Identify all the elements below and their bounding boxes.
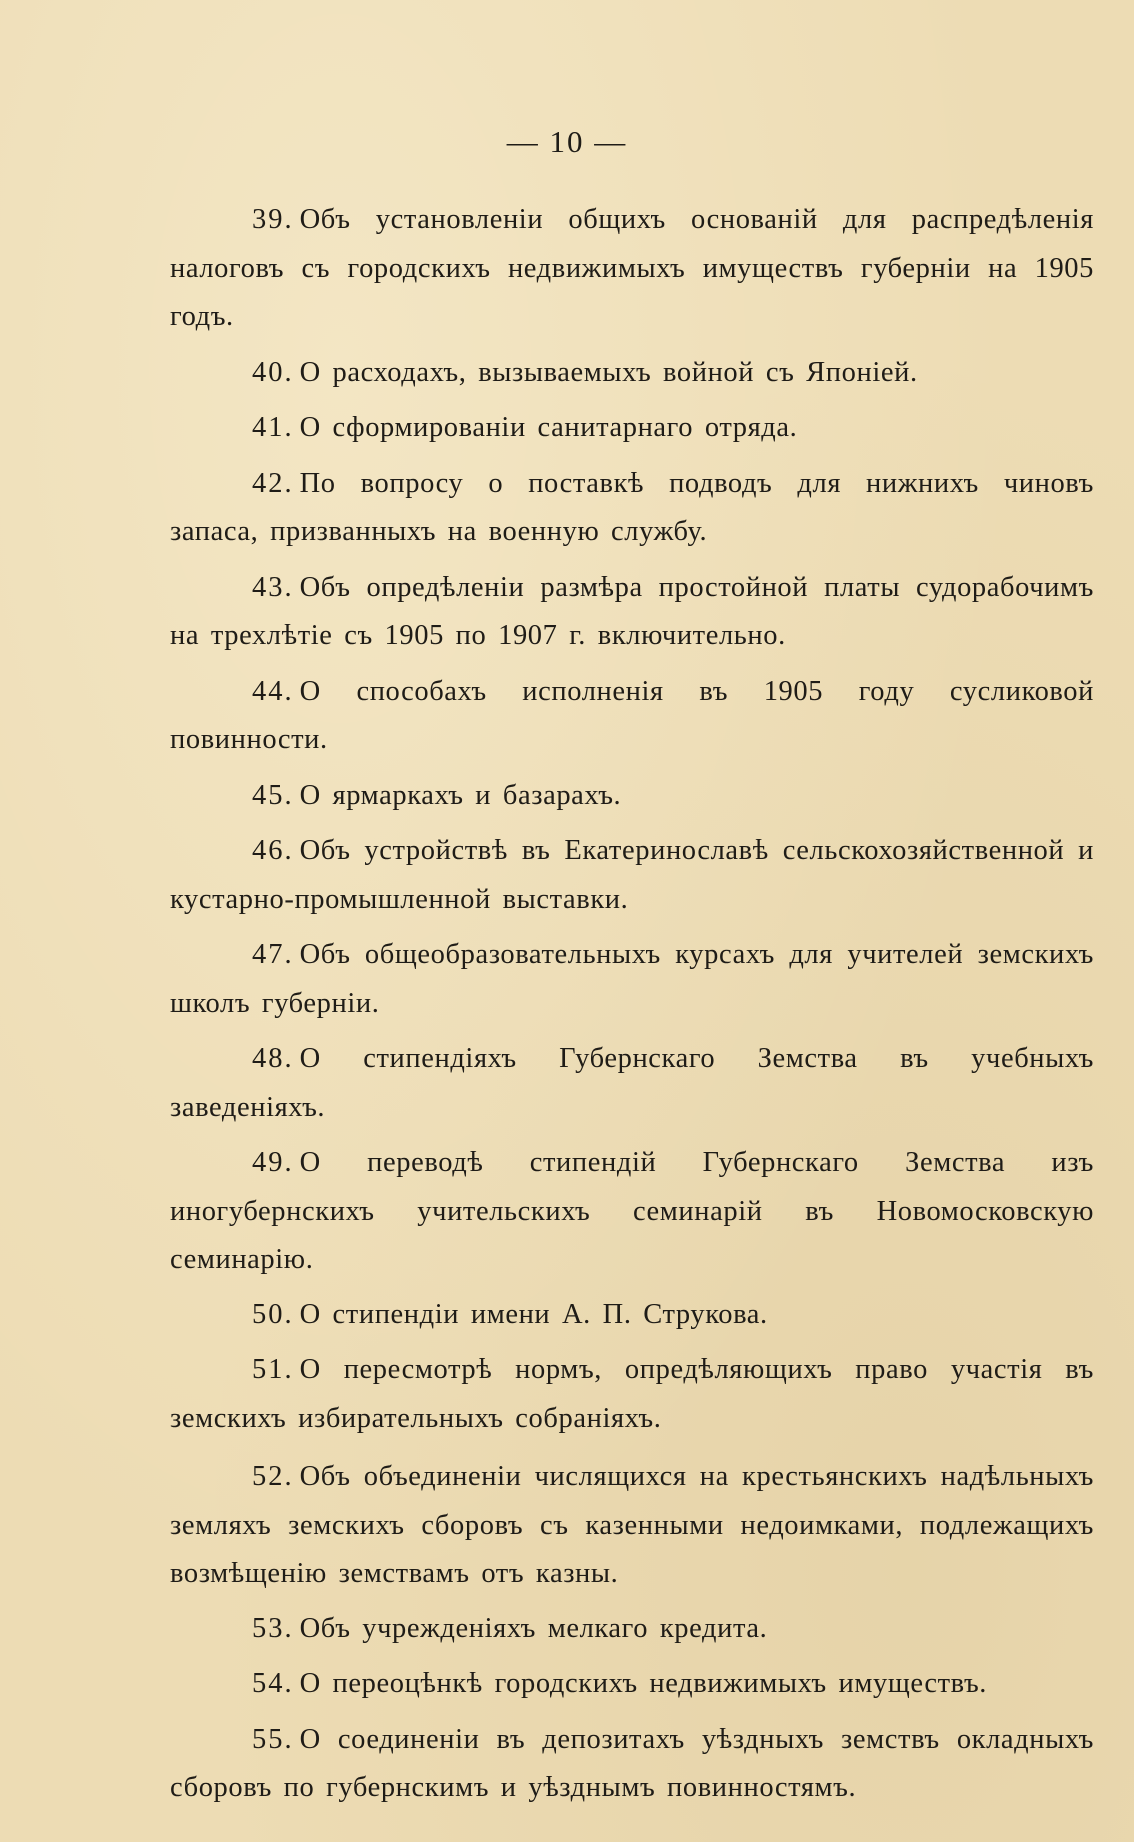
list-item xyxy=(170,1346,1094,1443)
item-number: 42. xyxy=(252,467,294,499)
list-item xyxy=(170,460,1094,557)
item-text: Объ устройствѣ въ Екатеринославѣ сельскохозяйственной и кустарно-промышленной выставки. xyxy=(170,835,1094,915)
item-number: 40. xyxy=(252,356,294,388)
list-item xyxy=(170,1139,1094,1285)
list-item xyxy=(170,668,1094,765)
item-text: О ярмаркахъ и базарахъ. xyxy=(299,779,622,811)
item-number: 39. xyxy=(252,204,294,235)
list-item xyxy=(170,349,1094,398)
item-text: О способахъ исполненія въ 1905 году сусликовой повинности. xyxy=(170,675,1094,755)
item-text: О расходахъ, вызываемыхъ войной съ Японіей. xyxy=(299,356,918,388)
item-number: 49. xyxy=(252,1147,294,1178)
item-number: 53. xyxy=(252,1612,294,1644)
item-number: 54. xyxy=(252,1668,294,1699)
item-number: 43. xyxy=(252,571,294,603)
list-item xyxy=(170,827,1094,924)
list-item xyxy=(170,1605,1094,1654)
item-number: 44. xyxy=(252,675,294,707)
item-text: Объ общеобразовательныхъ курсахъ для учителей земскихъ школъ губерніи. xyxy=(170,939,1094,1019)
item-text: О соединеніи въ депозитахъ уѣздныхъ земствъ окладныхъ сборовъ по губернскимъ и уѣзднымъ повинностямъ. xyxy=(170,1723,1094,1803)
item-number: 47. xyxy=(252,939,294,970)
list-item xyxy=(170,404,1094,453)
item-text: О переоцѣнкѣ городскихъ недвижимыхъ имуществъ. xyxy=(299,1668,988,1699)
item-text: О сформированіи санитарнаго отряда. xyxy=(299,412,798,443)
list-item xyxy=(170,1453,1094,1599)
list-item xyxy=(170,772,1094,821)
item-text: Объ учрежденіяхъ мелкаго кредита. xyxy=(299,1612,768,1644)
item-text: Объ объединеніи числящихся на крестьянскихъ надѣльныхъ земляхъ земскихъ сборовъ съ казенными недоимками, подлежащихъ возмѣщенію земствамъ отъ казны. xyxy=(170,1461,1094,1589)
item-text: По вопросу о поставкѣ подводъ для нижнихъ чиновъ запаса, призванныхъ на военную службу. xyxy=(170,467,1094,547)
list-item xyxy=(170,196,1094,342)
list-item xyxy=(170,1035,1094,1132)
list-item xyxy=(170,1716,1094,1813)
item-text: Объ опредѣленіи размѣра простойной платы судорабочимъ на трехлѣтіе съ 1905 по 1907 г. включительно. xyxy=(170,571,1094,651)
item-text: О пересмотрѣ нормъ, опредѣляющихъ право участія въ земскихъ избирательныхъ собраніяхъ. xyxy=(170,1354,1094,1434)
item-number: 50. xyxy=(252,1298,294,1330)
page-number: — 10 — xyxy=(506,124,628,159)
item-text: О стипендіи имени А. П. Струкова. xyxy=(299,1298,768,1330)
item-text: О переводѣ стипендій Губернскаго Земства изъ иногубернскихъ учительскихъ семинарій въ Новомосковскую семинарію. xyxy=(170,1147,1094,1275)
agenda-list xyxy=(170,196,1094,1820)
item-number: 52. xyxy=(252,1461,294,1492)
item-text: Объ установленіи общихъ основаній для распредѣленія налоговъ съ городскихъ недвижимыхъ имуществъ губерніи на 1905 годъ. xyxy=(170,204,1094,332)
item-number: 48. xyxy=(252,1043,294,1074)
list-item xyxy=(170,1291,1094,1340)
list-item xyxy=(170,931,1094,1028)
item-number: 46. xyxy=(252,835,294,866)
list-item xyxy=(170,564,1094,661)
item-number: 45. xyxy=(252,779,294,811)
list-item xyxy=(170,1660,1094,1709)
item-number: 51. xyxy=(252,1354,294,1385)
item-text: О стипендіяхъ Губернскаго Земства въ учебныхъ заведеніяхъ. xyxy=(170,1043,1094,1123)
item-number: 41. xyxy=(252,412,294,443)
item-number: 55. xyxy=(252,1723,294,1755)
